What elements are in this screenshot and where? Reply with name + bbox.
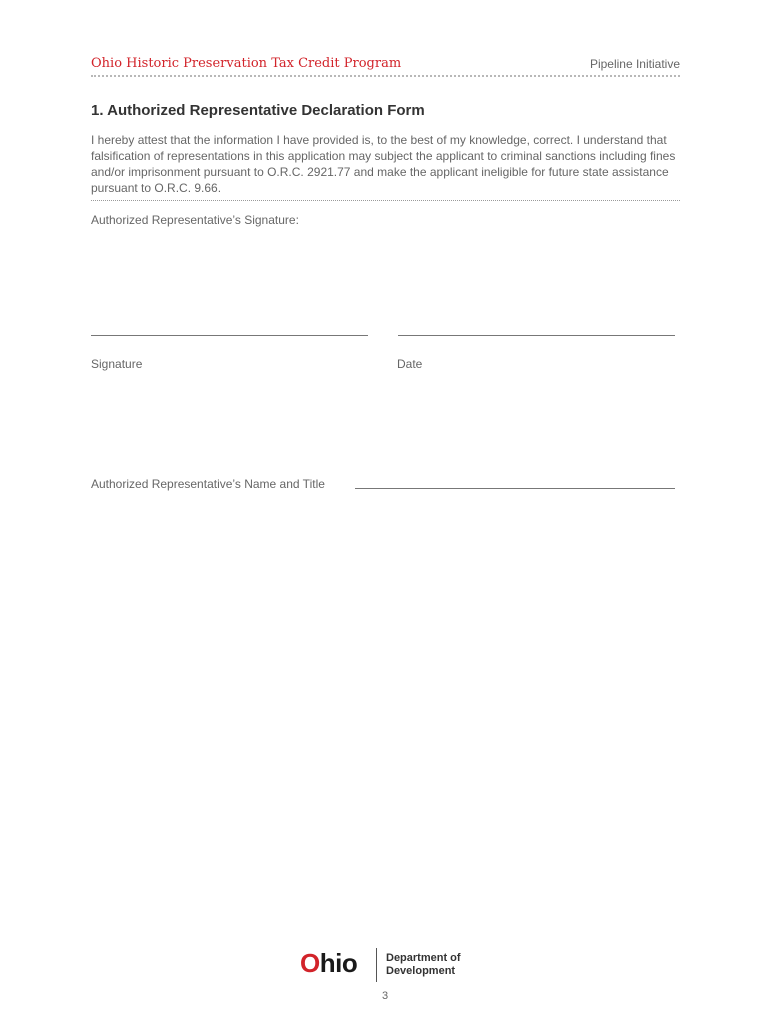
name-title-label: Authorized Representative’s Name and Title bbox=[91, 477, 325, 491]
department-line-1: Department of bbox=[386, 952, 461, 964]
program-title: Ohio Historic Preservation Tax Credit Program bbox=[91, 56, 402, 71]
section-title: 1. Authorized Representative Declaration Form bbox=[91, 102, 425, 119]
initiative-label: Pipeline Initiative bbox=[589, 57, 680, 71]
section-divider bbox=[91, 200, 680, 201]
signature-heading: Authorized Representative’s Signature: bbox=[91, 213, 299, 227]
department-name bbox=[386, 952, 461, 978]
signature-label: Signature bbox=[91, 357, 143, 371]
date-label: Date bbox=[397, 357, 423, 371]
logo-divider bbox=[376, 948, 377, 982]
ohio-wordmark-o: O bbox=[300, 948, 320, 978]
date-line[interactable] bbox=[398, 335, 675, 336]
department-line-2: Development bbox=[386, 965, 456, 977]
ohio-wordmark-rest: hio bbox=[319, 948, 358, 978]
declaration-text: I hereby attest that the information I have provided is, to the best of my knowledge, correct. I understand that falsification of representations in this application may subject the applicant to criminal sanctions including fines and/or imprisonment pursuant to O.R.C. 2921.77 and make the applicant ineligible for future state assistance pursuant to O.R.C. 9.66. bbox=[91, 133, 676, 195]
page-number: 3 bbox=[381, 990, 389, 1002]
ohio-wordmark bbox=[300, 948, 357, 979]
ohio-development-logo bbox=[300, 946, 480, 986]
signature-line[interactable] bbox=[91, 335, 368, 336]
name-title-line[interactable] bbox=[355, 488, 675, 489]
header-divider bbox=[91, 75, 680, 77]
